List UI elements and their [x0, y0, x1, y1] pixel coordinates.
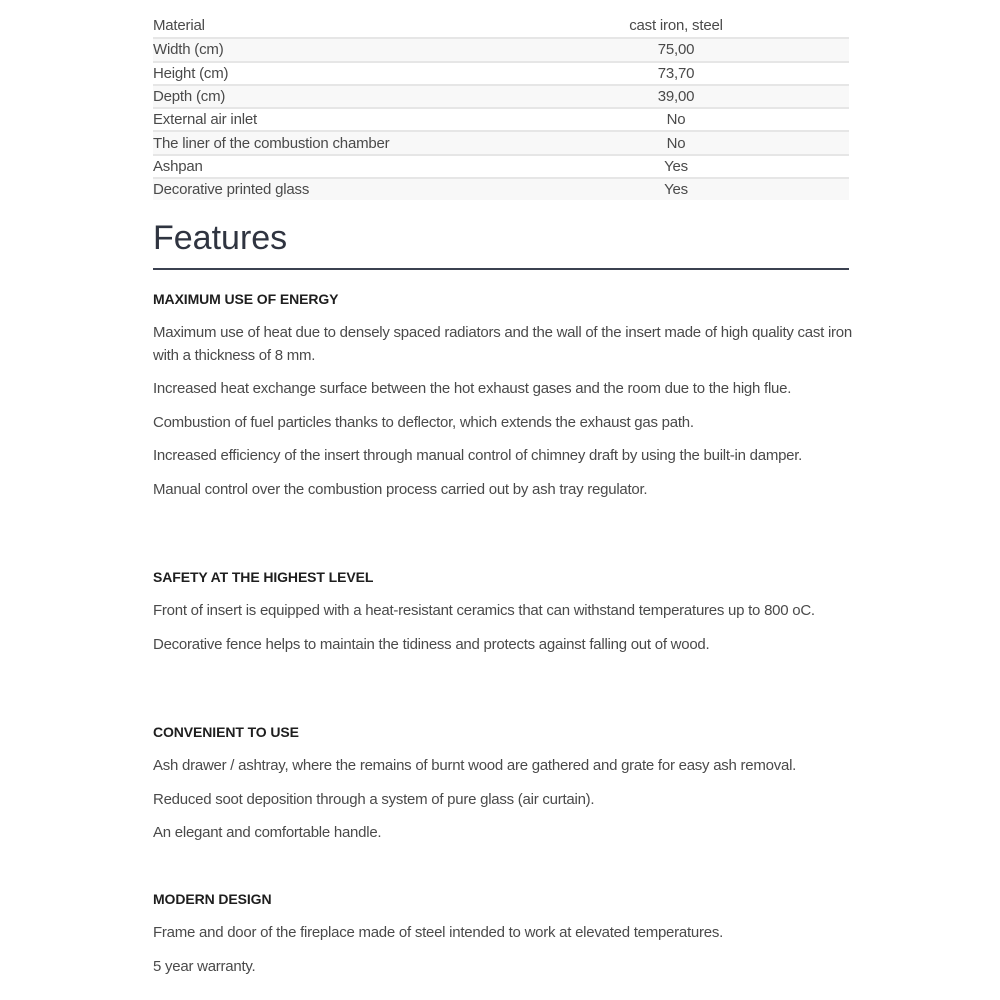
spec-label: Ashpan [153, 155, 503, 178]
spec-value: Yes [503, 178, 849, 200]
spec-row [153, 178, 849, 200]
feature-paragraph: Frame and door of the fireplace made of steel intended to work at elevated temperatures. [153, 924, 724, 941]
feature-paragraph: Reduced soot deposition through a system of pure glass (air curtain). [153, 790, 595, 808]
spec-label: External air inlet [153, 108, 503, 131]
features-title: Features [153, 219, 288, 257]
spec-label: Depth (cm) [153, 85, 503, 108]
features-divider [153, 268, 849, 270]
feature-section-energy [153, 290, 853, 501]
feature-section-convenience [153, 723, 853, 845]
spec-row [153, 62, 849, 85]
feature-paragraph: Combustion of fuel particles thanks to deflector, which extends the exhaust gas path. [153, 413, 694, 431]
spec-label: The liner of the combustion chamber [153, 131, 503, 154]
spec-label: Decorative printed glass [153, 178, 503, 200]
section-heading: MODERN DESIGN [153, 891, 272, 907]
spec-value: 75,00 [503, 38, 849, 61]
feature-paragraph: An elegant and comfortable handle. [153, 824, 382, 841]
spec-row [153, 14, 849, 38]
spec-row [153, 155, 849, 178]
spec-value: Yes [503, 155, 849, 178]
spec-value: 39,00 [503, 85, 849, 108]
feature-paragraph: Decorative fence helps to maintain the tidiness and protects against falling out of wood. [153, 635, 710, 653]
feature-paragraph: 5 year warranty. [153, 957, 256, 975]
spec-value: No [503, 131, 849, 154]
spec-label: Material [153, 17, 205, 35]
feature-paragraph: Maximum use of heat due to densely spaced radiators and the wall of the insert made of high quality cast iron with a thickness of 8 mm. [153, 324, 852, 364]
section-heading: MAXIMUM USE OF ENERGY [153, 291, 339, 307]
section-heading: CONVENIENT TO USE [153, 724, 299, 740]
spec-row [153, 38, 849, 61]
feature-section-safety [153, 568, 853, 656]
spec-row [153, 85, 849, 108]
spec-label: Height (cm) [153, 62, 503, 85]
feature-section-design [153, 890, 853, 978]
specifications-table-container [153, 14, 849, 200]
feature-paragraph: Increased heat exchange surface between the hot exhaust gases and the room due to the high flue. [153, 380, 792, 397]
spec-label: Width (cm) [153, 38, 503, 61]
spec-row [153, 108, 849, 131]
specifications-table [153, 14, 849, 200]
spec-value: cast iron, steel [629, 17, 723, 35]
spec-value: 73,70 [503, 62, 849, 85]
feature-paragraph: Manual control over the combustion process carried out by ash tray regulator. [153, 480, 648, 498]
section-heading: SAFETY AT THE HIGHEST LEVEL [153, 569, 374, 585]
feature-paragraph: Ash drawer / ashtray, where the remains of burnt wood are gathered and grate for easy ash removal. [153, 757, 797, 774]
feature-paragraph: Front of insert is equipped with a heat-resistant ceramics that can withstand temperatures up to 800 oC. [153, 602, 815, 619]
feature-paragraph: Increased efficiency of the insert through manual control of chimney draft by using the built-in damper. [153, 447, 803, 464]
spec-row [153, 131, 849, 154]
spec-value: No [503, 108, 849, 131]
